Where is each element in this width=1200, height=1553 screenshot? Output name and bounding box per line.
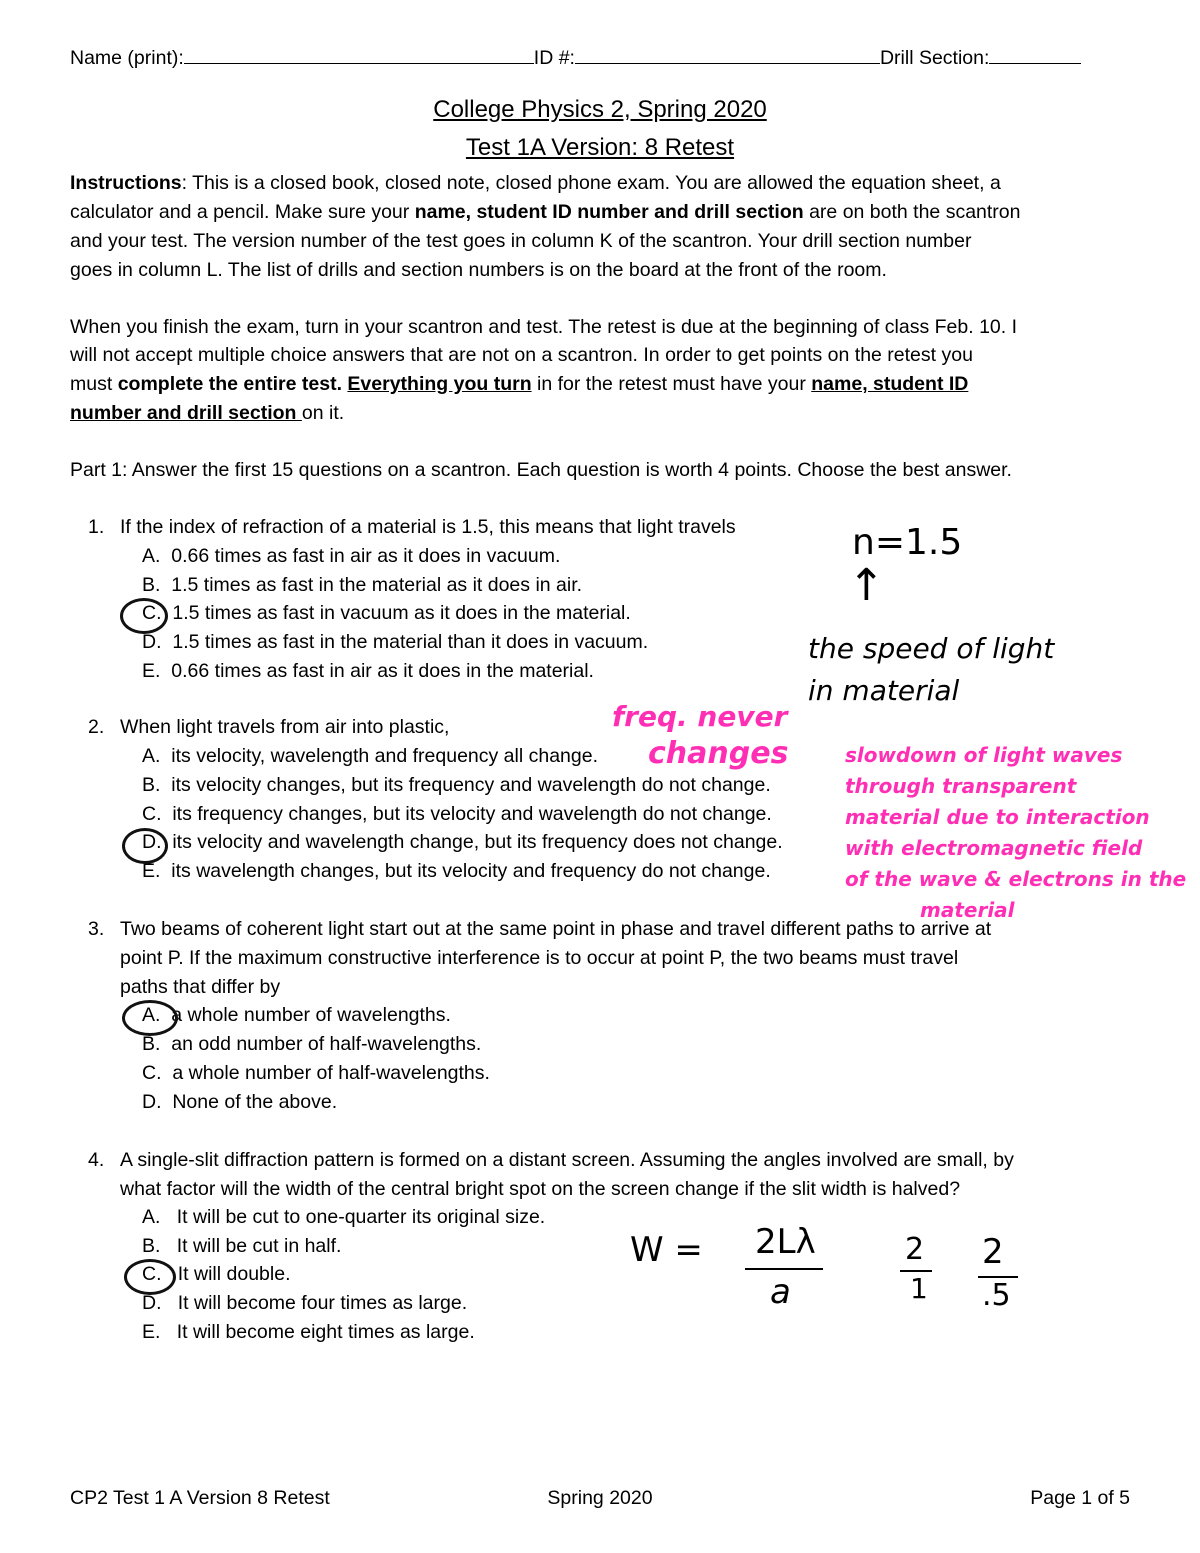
handwritten-fraction-2-den: .5 bbox=[982, 1278, 1011, 1313]
instructions-line-1: Instructions: This is a closed book, closed note, closed phone exam. You are allowed the equation sheet, a bbox=[70, 172, 1001, 194]
handwritten-eq-lhs: W = bbox=[630, 1230, 703, 1270]
fraction-bar bbox=[745, 1268, 823, 1270]
submission-line-1: When you finish the exam, turn in your scantron and test. The retest is due at the beginning of class Feb. 10. I bbox=[70, 316, 1018, 338]
page-subtitle: Test 1A Version: 8 Retest bbox=[465, 134, 735, 161]
handwritten-note-slowdown: slowdown of light waves through transparent material due to interaction with electromagnetic field of the wave & electrons in the material bbox=[845, 743, 1187, 922]
instructions-line-4: goes in column L. The list of drills and section numbers is on the board at the front of the room. bbox=[70, 259, 887, 281]
option-d[interactable]: D. None of the above. bbox=[142, 1091, 338, 1113]
name-field[interactable] bbox=[70, 45, 1081, 70]
up-arrow-icon: ↑ bbox=[848, 560, 885, 611]
answer-circle-mark bbox=[122, 1000, 178, 1036]
footer-page-number: Page 1 of 5 bbox=[1030, 1487, 1130, 1509]
handwritten-note-changes: changes bbox=[648, 736, 789, 771]
handwritten-eq-denominator: a bbox=[770, 1272, 791, 1312]
name-label: Name (print): bbox=[70, 47, 184, 69]
option-c[interactable]: C. a whole number of half-wavelengths. bbox=[142, 1062, 490, 1084]
instructions-line-3: and your test. The version number of the test goes in column K of the scantron. Your drill section number bbox=[70, 230, 972, 252]
drill-label: Drill Section: bbox=[879, 47, 990, 69]
handwritten-note-speed: the speed of light bbox=[808, 632, 1055, 665]
option-e[interactable]: E. It will become eight times as large. bbox=[142, 1321, 475, 1343]
handwritten-fraction-1-num: 2 bbox=[905, 1232, 925, 1267]
handwritten-eq-numerator: 2Lλ bbox=[755, 1222, 816, 1262]
part1-instructions: Part 1: Answer the first 15 questions on a scantron. Each question is worth 4 points. Choose the best answer. bbox=[70, 459, 1012, 481]
question-text-line-1: A single-slit diffraction pattern is formed on a distant screen. Assuming the angles involved are small, by bbox=[120, 1149, 1014, 1171]
handwritten-n-equals: n=1.5 bbox=[852, 522, 963, 563]
option-d[interactable]: D. It will become four times as large. bbox=[142, 1292, 468, 1314]
id-label: ID #: bbox=[533, 47, 575, 69]
option-b[interactable]: B. its velocity changes, but its frequency and wavelength do not change. bbox=[142, 774, 771, 796]
instructions-line-2: calculator and a pencil. Make sure your name, student ID number and drill section are on both the scantron bbox=[70, 201, 1021, 223]
answer-circle-mark bbox=[120, 598, 168, 634]
question-number: 2. bbox=[88, 716, 105, 738]
option-b[interactable]: B. It will be cut in half. bbox=[142, 1235, 342, 1257]
option-a[interactable]: A. its velocity, wavelength and frequency all change. bbox=[142, 745, 599, 767]
footer-center: Spring 2020 bbox=[547, 1487, 653, 1509]
question-number: 4. bbox=[88, 1149, 105, 1171]
option-a[interactable]: A. It will be cut to one-quarter its original size. bbox=[142, 1206, 546, 1228]
question-text-line-3: paths that differ by bbox=[120, 976, 281, 998]
name-blank[interactable] bbox=[184, 45, 534, 64]
footer-left: CP2 Test 1 A Version 8 Retest bbox=[70, 1487, 330, 1509]
question-text-line-2: what factor will the width of the central bright spot on the screen change if the slit width is halved? bbox=[120, 1178, 961, 1200]
option-a[interactable]: A. a whole number of wavelengths. bbox=[142, 1004, 451, 1026]
option-a[interactable]: A. 0.66 times as fast in air as it does in vacuum. bbox=[142, 545, 561, 567]
id-blank[interactable] bbox=[575, 45, 880, 64]
option-e[interactable]: E. 0.66 times as fast in air as it does in the material. bbox=[142, 660, 594, 682]
question-number: 1. bbox=[88, 516, 105, 538]
option-e[interactable]: E. its wavelength changes, but its velocity and frequency do not change. bbox=[142, 860, 771, 882]
handwritten-fraction-1-den: 1 bbox=[910, 1272, 928, 1305]
option-d[interactable]: D. its velocity and wavelength change, but its frequency does not change. bbox=[142, 831, 783, 853]
page-title: College Physics 2, Spring 2020 bbox=[433, 96, 767, 123]
drill-blank[interactable] bbox=[989, 45, 1081, 64]
question-number: 3. bbox=[88, 918, 105, 940]
option-c[interactable]: C. It will double. bbox=[142, 1263, 291, 1285]
submission-line-3: must complete the entire test. Everything you turn in for the retest must have your name, student ID bbox=[70, 373, 969, 395]
answer-circle-mark bbox=[124, 1259, 176, 1295]
question-text: When light travels from air into plastic, bbox=[120, 716, 450, 738]
option-d[interactable]: D. 1.5 times as fast in the material than it does in vacuum. bbox=[142, 631, 649, 653]
question-text-line-1: Two beams of coherent light start out at the same point in phase and travel different paths to arrive at bbox=[120, 918, 992, 940]
submission-line-2: will not accept multiple choice answers that are not on a scantron. In order to get points on the retest you bbox=[70, 344, 973, 366]
option-b[interactable]: B. an odd number of half-wavelengths. bbox=[142, 1033, 482, 1055]
option-c[interactable]: C. 1.5 times as fast in vacuum as it does in the material. bbox=[142, 602, 631, 624]
answer-circle-mark bbox=[122, 828, 168, 864]
question-text-line-2: point P. If the maximum constructive interference is to occur at point P, the two beams must travel bbox=[120, 947, 959, 969]
submission-line-4: number and drill section on it. bbox=[70, 402, 345, 424]
option-c[interactable]: C. its frequency changes, but its velocity and wavelength do not change. bbox=[142, 803, 772, 825]
handwritten-note-freq: freq. never bbox=[612, 700, 788, 733]
option-b[interactable]: B. 1.5 times as fast in the material as it does in air. bbox=[142, 574, 583, 596]
handwritten-fraction-2-num: 2 bbox=[982, 1232, 1004, 1272]
question-text: If the index of refraction of a material is 1.5, this means that light travels bbox=[120, 516, 736, 538]
handwritten-note-material: in material bbox=[808, 674, 960, 707]
